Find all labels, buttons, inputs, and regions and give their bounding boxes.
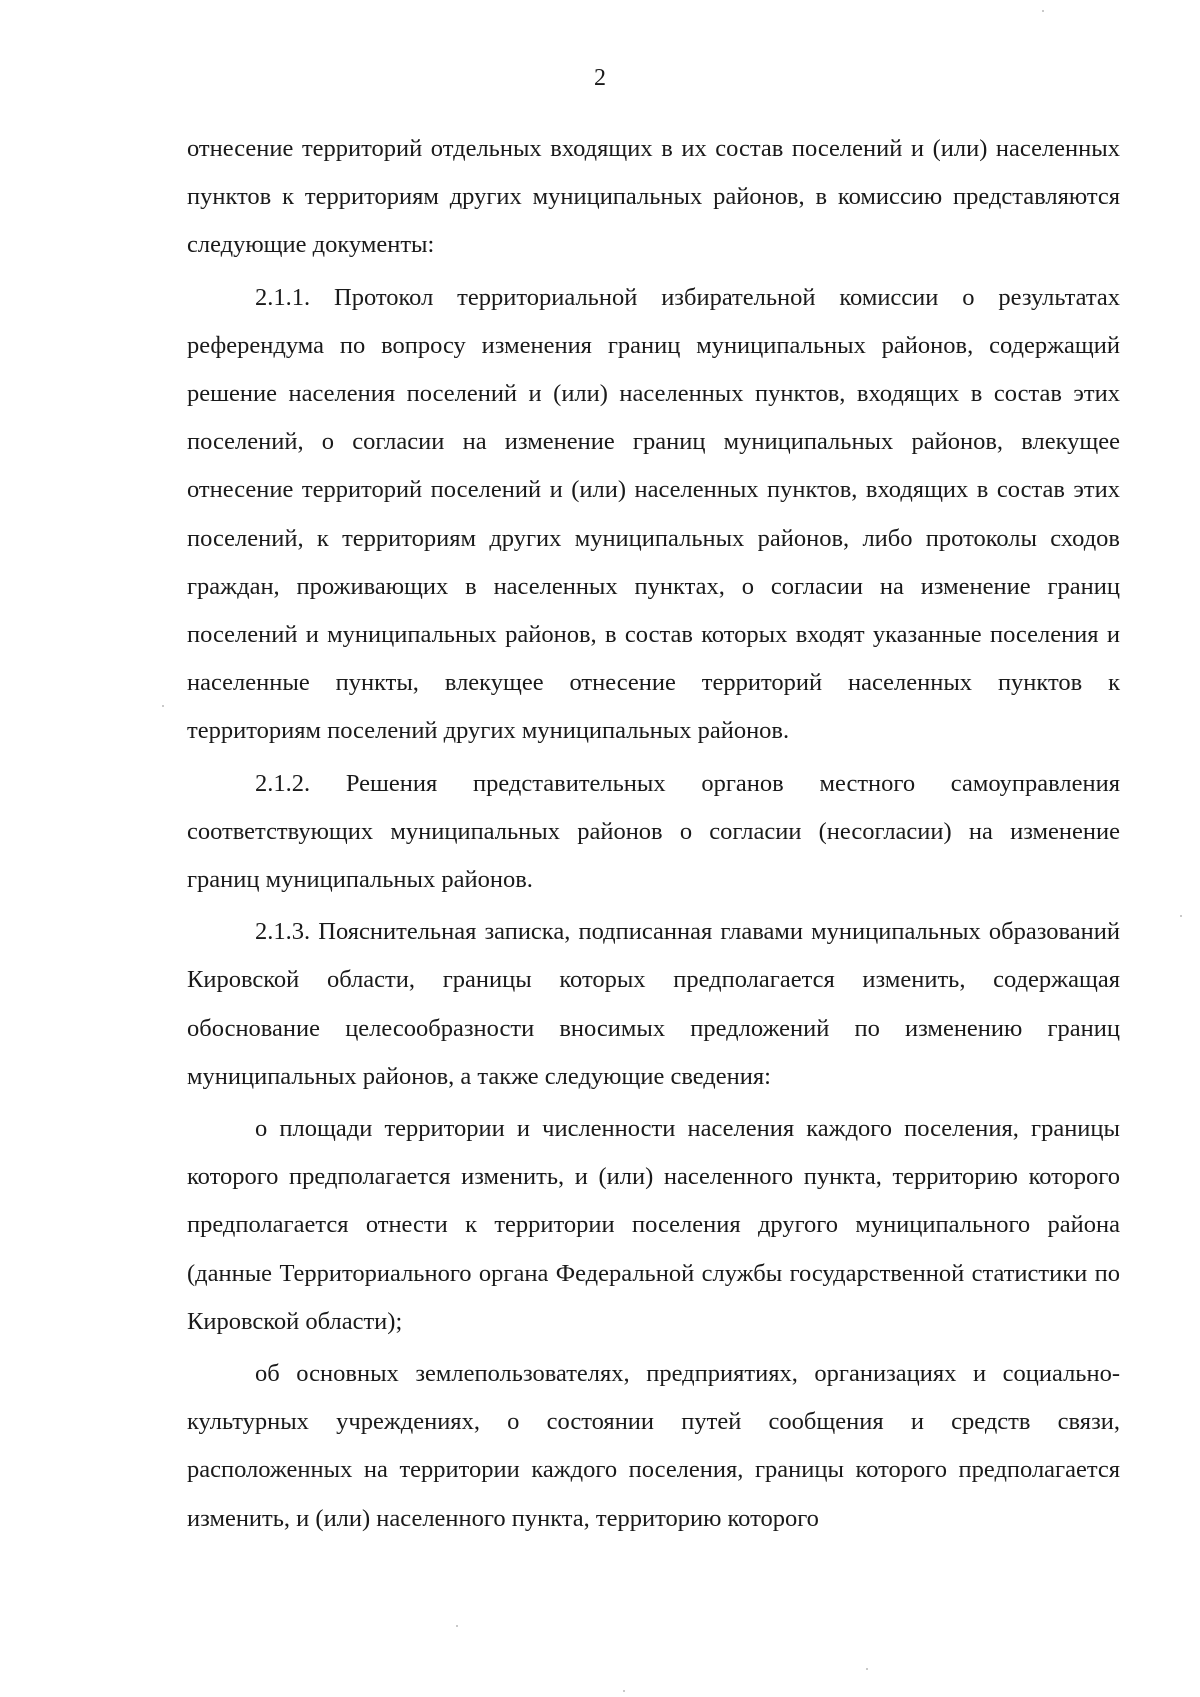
- paragraph-2-1-3: 2.1.3. Пояснительная записка, подписанная главами муниципальных образований Кировской области, границы которых предполагается изменить, содержащая обоснование целесообразности вносимых предложений по изменению границ муниципальных районов, а также следующие сведения:: [187, 918, 1120, 1090]
- scan-speck: [456, 1625, 458, 1627]
- scan-speck: [866, 1668, 868, 1670]
- document-body: [187, 125, 1120, 1543]
- paragraph-continuation: отнесение территорий отдельных входящих в их состав поселений и (или) населенных пунктов к территориям других муниципальных районов, в комиссию представляются следующие документы:: [187, 135, 1120, 259]
- paragraph-area-population: о площади территории и численности населения каждого поселения, границы которого предполагается изменить, и (или) населенного пункта, территорию которого предполагается отнести к территории поселения другого муниципального района (данные Территориального органа Федеральной службы государственной статистики по Кировской области);: [187, 1115, 1120, 1335]
- paragraph-land-users: об основных землепользователях, предприятиях, организациях и социально-культурных учреждениях, о состоянии путей сообщения и средств связи, расположенных на территории каждого поселения, границы которого предполагается изменить, и (или) населенного пункта, территорию которого: [187, 1360, 1120, 1532]
- page-number: 2: [594, 65, 606, 91]
- scan-speck: [162, 705, 164, 707]
- paragraph-2-1-2: 2.1.2. Решения представительных органов местного самоуправления соответствующих муниципальных районов о согласии (несогласии) на изменение границ муниципальных районов.: [187, 769, 1120, 894]
- scan-speck: [1042, 10, 1044, 12]
- scan-speck: [1180, 915, 1182, 917]
- scan-speck: [623, 1690, 625, 1692]
- paragraph-2-1-1: 2.1.1. Протокол территориальной избирательной комиссии о результатах референдума по вопросу изменения границ муниципальных районов, содержащий решение населения поселений и (или) населенных пунктов, входящих в состав этих поселений, о согласии на изменение границ муниципальных районов, влекущее отнесение территорий поселений и (или) населенных пунктов, входящих в состав этих поселений, к территориям других муниципальных районов, либо протоколы сходов граждан, проживающих в населенных пунктах, о согласии на изменение границ поселений и муниципальных районов, в состав которых входят указанные поселения и населенные пункты, влекущее отнесение территорий населенных пунктов к территориям поселений других муниципальных районов.: [187, 283, 1120, 745]
